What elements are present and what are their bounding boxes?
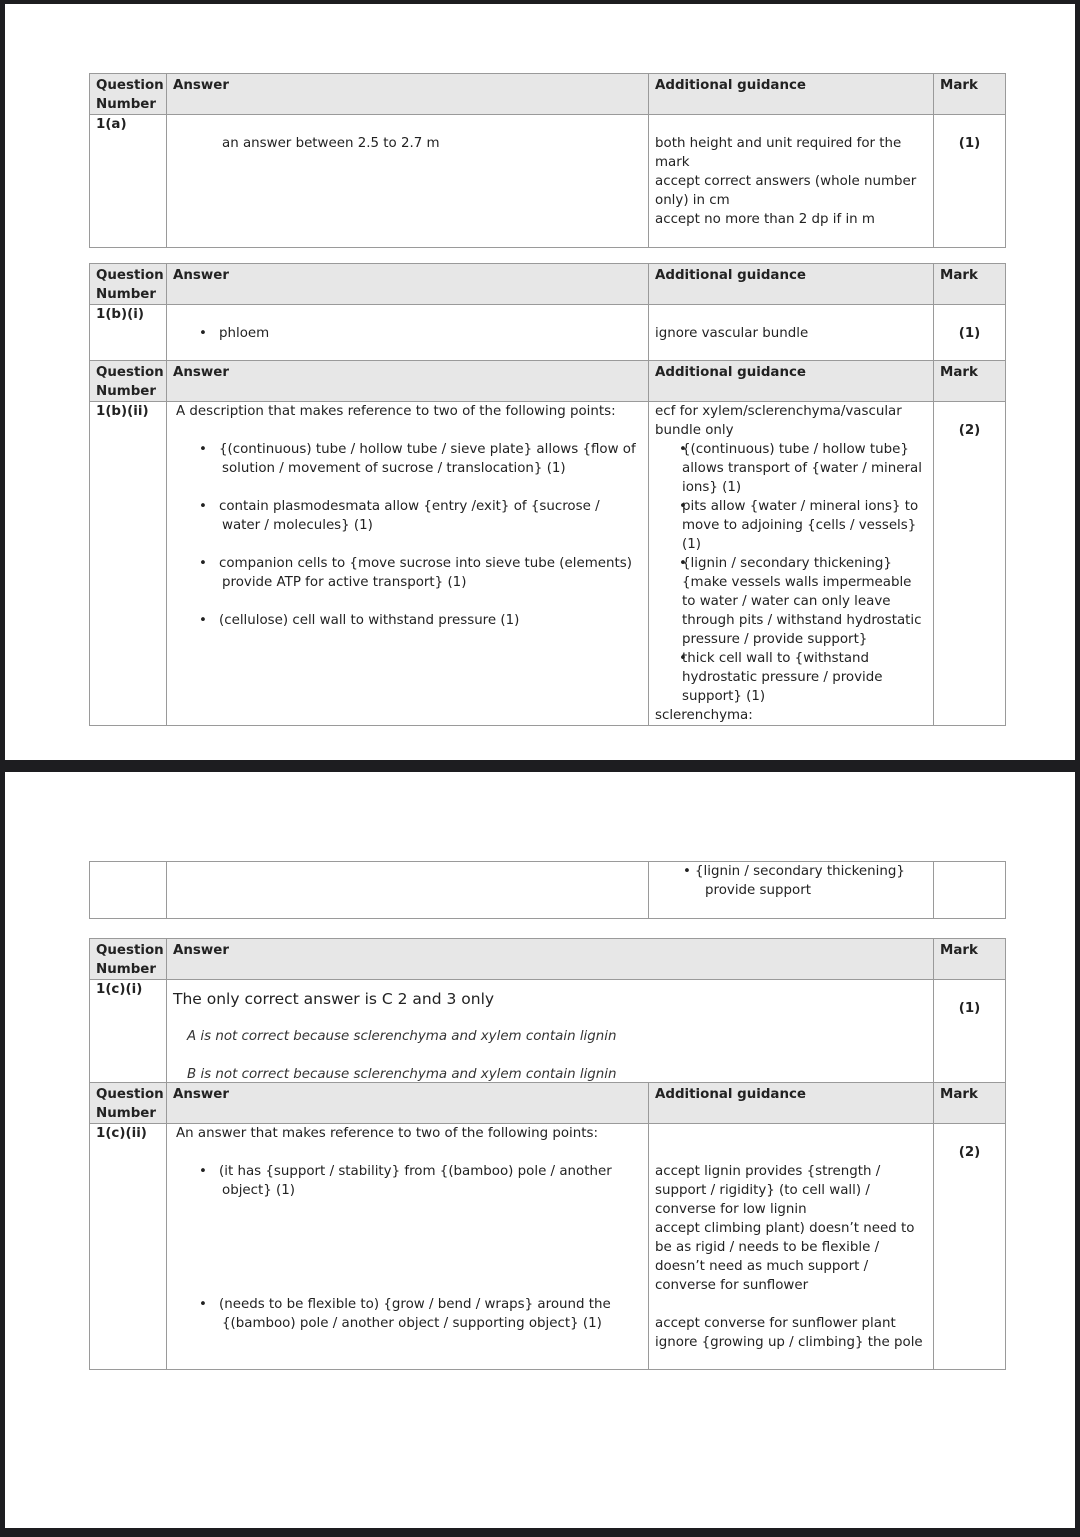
table-header-row	[90, 74, 1006, 115]
answer-cell	[167, 402, 649, 726]
guidance-line: ignore {growing up / climbing} the pole	[655, 1335, 923, 1350]
mark-value: (2)	[958, 423, 981, 438]
mark-scheme-table-1ci	[89, 938, 1006, 1085]
reason-a: A is not correct because sclerenchyma and xylem contain lignin	[187, 1029, 617, 1044]
table-row	[90, 1124, 1006, 1370]
guidance-bullet: • {(continuous) tube / hollow tube} allows transport of {water / mineral ions} (1)	[655, 440, 927, 497]
mark-scheme-table-1a	[89, 73, 1006, 248]
mark-value: (1)	[958, 326, 981, 341]
question-number-empty	[90, 862, 167, 919]
answer-cell	[167, 115, 649, 248]
bullet-line: {(bamboo) pole / another object / supporting object} (1)	[222, 1316, 602, 1331]
guidance-bullet	[655, 862, 927, 900]
answer-bullet	[173, 1295, 642, 1333]
header-question-number: Question Number	[90, 361, 167, 402]
answer-bullet	[173, 1162, 642, 1200]
bullet-line: • companion cells to {move sucrose into sieve tube (elements)	[219, 556, 632, 571]
answer-bullet	[173, 305, 642, 343]
guidance-line: accept converse for sunflower plant	[655, 1316, 896, 1331]
mark-scheme-table-1cii	[89, 1082, 1006, 1370]
header-answer: Answer	[167, 939, 934, 980]
header-mark: Mark	[934, 74, 1006, 115]
guidance-cell	[649, 1124, 934, 1370]
mark-scheme-table-1b	[89, 263, 1006, 726]
answer-cell	[167, 1124, 649, 1370]
bullet-line: water / molecules} (1)	[222, 518, 373, 533]
reason-b: B is not correct because sclerenchyma and xylem contain lignin	[187, 1067, 617, 1082]
guidance-tail: sclerenchyma:	[655, 708, 753, 723]
mark-cell	[934, 402, 1006, 726]
bullet-line: provide ATP for active transport} (1)	[222, 575, 467, 590]
bullet-line: object} (1)	[222, 1183, 296, 1198]
answer-bullet	[173, 611, 642, 630]
header-question-number: Question Number	[90, 264, 167, 305]
mark-cell	[934, 980, 1006, 1085]
mark-scheme-table-1bii-continued	[89, 861, 1006, 919]
question-number: 1(c)(i)	[90, 980, 167, 1085]
mark-value: (1)	[958, 136, 981, 151]
guidance-cell	[649, 862, 934, 919]
table-row	[90, 305, 1006, 361]
header-answer: Answer	[167, 361, 649, 402]
bullet-line: solution / movement of sucrose / translocation} (1)	[222, 461, 566, 476]
answer-text: The only correct answer is C 2 and 3 only	[173, 990, 495, 1008]
answer-bullet	[173, 554, 642, 592]
answer-intro: An answer that makes reference to two of the following points:	[176, 1126, 599, 1141]
question-number: 1(b)(ii)	[90, 402, 167, 726]
mark-cell-empty	[934, 862, 1006, 919]
answer-cell-empty	[167, 862, 649, 919]
guidance-bullet: • thick cell wall to {withstand hydrostatic pressure / provide support} (1)	[655, 649, 927, 706]
header-mark: Mark	[934, 1083, 1006, 1124]
bullet-line: provide support	[705, 883, 811, 898]
guidance-cell	[649, 305, 934, 361]
header-additional-guidance: Additional guidance	[649, 74, 934, 115]
question-number: 1(a)	[90, 115, 167, 248]
guidance-cell	[649, 115, 934, 248]
table-row	[90, 980, 1006, 1085]
table-header-row	[90, 361, 1006, 402]
header-answer: Answer	[167, 264, 649, 305]
question-number: 1(b)(i)	[90, 305, 167, 361]
table-row	[90, 862, 1006, 919]
mark-cell	[934, 115, 1006, 248]
bullet-line: • contain plasmodesmata allow {entry /exit} of {sucrose /	[219, 499, 600, 514]
bullet-line: • {lignin / secondary thickening}	[695, 864, 905, 879]
header-mark: Mark	[934, 939, 1006, 980]
header-additional-guidance: Additional guidance	[649, 361, 934, 402]
guidance-line: accept correct answers (whole number only) in cm	[655, 174, 917, 208]
table-header-row	[90, 939, 1006, 980]
header-question-number: Question Number	[90, 74, 167, 115]
page-1	[5, 4, 1075, 760]
bullet-line: • (cellulose) cell wall to withstand pressure (1)	[219, 613, 520, 628]
bullet-line: • (needs to be flexible to) {grow / bend / wraps} around the	[219, 1297, 611, 1312]
guidance-bullet: • {lignin / secondary thickening} {make vessels walls impermeable to water / water can only leave through pits / withstand hydrostatic pressure / provide support}	[655, 554, 927, 649]
answer-bullet	[173, 497, 642, 535]
answer-intro: A description that makes reference to two of the following points:	[176, 404, 616, 419]
mark-value: (1)	[958, 1001, 981, 1016]
mark-cell	[934, 1124, 1006, 1370]
bullet-line: • {(continuous) tube / hollow tube / sieve plate} allows {flow of	[219, 442, 636, 457]
table-row	[90, 115, 1006, 248]
answer-text: • phloem	[219, 326, 270, 341]
guidance-line: accept no more than 2 dp if in m	[655, 212, 875, 227]
guidance-cell	[649, 402, 934, 726]
answer-cell	[167, 305, 649, 361]
guidance-bullet: • pits allow {water / mineral ions} to move to adjoining {cells / vessels} (1)	[655, 497, 927, 554]
answer-text: an answer between 2.5 to 2.7 m	[222, 136, 440, 151]
page-2	[5, 772, 1075, 1528]
guidance-line: accept lignin provides {strength / support / rigidity} (to cell wall) / converse for low lignin	[655, 1164, 881, 1217]
header-answer: Answer	[167, 1083, 649, 1124]
question-number: 1(c)(ii)	[90, 1124, 167, 1370]
header-mark: Mark	[934, 361, 1006, 402]
answer-cell	[167, 980, 934, 1085]
table-header-row	[90, 264, 1006, 305]
guidance-text: ignore vascular bundle	[655, 326, 809, 341]
guidance-intro: ecf for xylem/sclerenchyma/vascular bundle only	[655, 404, 902, 438]
table-header-row	[90, 1083, 1006, 1124]
header-mark: Mark	[934, 264, 1006, 305]
mark-value: (2)	[958, 1145, 981, 1160]
answer-bullet	[173, 440, 642, 478]
bullet-line: • (it has {support / stability} from {(bamboo) pole / another	[219, 1164, 612, 1179]
guidance-line: both height and unit required for the mark	[655, 136, 902, 170]
header-answer: Answer	[167, 74, 649, 115]
header-question-number: Question Number	[90, 939, 167, 980]
guidance-line: accept climbing plant) doesn’t need to be as rigid / needs to be flexible / doesn’t need as much support / converse for sunflower	[655, 1221, 915, 1293]
header-additional-guidance: Additional guidance	[649, 1083, 934, 1124]
header-additional-guidance: Additional guidance	[649, 264, 934, 305]
table-row	[90, 402, 1006, 726]
header-question-number: Question Number	[90, 1083, 167, 1124]
mark-cell	[934, 305, 1006, 361]
